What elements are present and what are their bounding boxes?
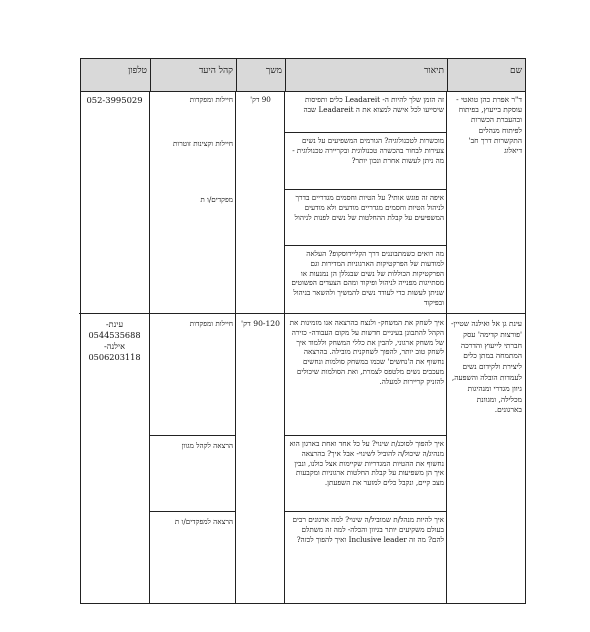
description-2-3: איך להיות מנהל/ת שמוביל/ה שינוי? למה ארגונים רבים בעולם משקיעים יותר בגיוון והכלה- למה זה משתלם להם? מה זה Inclusive leader ואיך להפוך לכזה? <box>292 515 444 544</box>
presenter-name-1: ד"ר אפרת כהן טואטי - עוסקת בייעוץ, בפיתוח ובהעברת הכשרות לפיתוח מנהלים התקשרות דרך חב' דיאלוג <box>456 95 522 156</box>
row-divider <box>79 313 525 314</box>
header-audience: קהל היעד <box>150 59 236 91</box>
duration-1: 90 דק' <box>250 95 271 104</box>
phone-1: 052-3995029 <box>86 95 143 105</box>
audience-1-1: חיילות ומפקדות <box>189 95 233 104</box>
phone-2: עינת- 0544535688 אילנה- 0506203118 <box>88 319 141 362</box>
header-name: שם <box>447 59 525 91</box>
audience-2-1: חיילות ומפקדות <box>189 319 233 328</box>
description-2-2: איך להפוך לסוכנ/ת שינוי? על כל אחד ואחת בארגון הוא מנהיג/ה שיכול/ה להוביל לשינוי- אבל איך? בהרצאה נחשוף את ההטיות המגדריות שקיימות אצל כולנו, ונבין איך הן משפיעות על קבלת החלטות ארגוניות ומקבעות מצב קיים, ונקבל כלים למזער את השפעתן. <box>289 439 444 488</box>
header-duration: משך <box>236 59 285 91</box>
description-1-2: מוכשרות לטכנולוגיה? הגורמים המשפיעים על נשים צעירות לבחור בהכשרה טכנולוגית ובקריירה טכנולוגית - מה ניתן לעשות אחרת ונכון יותר? <box>292 136 444 165</box>
header-phone: טלפון <box>128 66 147 76</box>
duration-2: 90-120 דק' <box>241 319 280 328</box>
audience-2-3: הרצאה למפקדים/ו ת <box>174 517 233 526</box>
description-2-1: איך לשחק את המשחק- ולנצח בהרצאה אנו מזמינות את הקהל להתבונן בעיניים חדשות על מקום העבודה- כזירה של משחק ארגוני, להבין את כללי המשחק וללמוד איך לשחק טוב יותר, להפוך לשחקנית מובילה. בהרצאה נחשוף את ה'נחשים' שכמו במשחק סולמות ונחשים מעכבים נשים מלטפס לצמרת, ואת הסולמות שיכולים להזניק קריירות למעלה. <box>289 318 444 386</box>
description-1-1: זה הזמן שלך להיות ה- Leadareit כלים ותפיסות שיסייעו לכל אישה למצוא את ה Leadareit שבה <box>303 95 444 114</box>
table-header <box>81 59 525 92</box>
events-table <box>80 58 526 604</box>
description-1-3: איפה זה פוגש אותי? על הטיות וחסמים מגדריים בדרך לניהול הטיות וחסמים מגדריים מודעים ולא מודעים המשפיעים על קבלת ההחלטות של נשים לפנות לניהול <box>294 193 444 222</box>
audience-1-2: חיילות וקצינות זוטרות <box>172 139 233 148</box>
audience-2-2: הרצאה לקהל מגוון <box>181 441 233 450</box>
description-1-4: מה רואים כשמתבוננים דרך הקליידוסקופ? העלאה למודעות של הפרקטיקות הארגוניות המדירות וגם הפרקטיקות הכוללות של נשים שבגללן הן נמנעות או מסתייגות מפנייה לניהול ופיקוד ומהם הצעדים הפשוטים שניתן לעשות כדי לעודד נשים להמשיך ולהשאר בניהול ובפיקוד <box>291 249 444 307</box>
audience-1-3: מפקדים/ו ת <box>200 195 233 204</box>
presenter-name-2: עינת גן אל ואילנה שטיין- 'פורצות קדימה' עסק חברתי לייעוץ והדרכה המתמחה במתן כלים ליצירת ולקידום נשים לעמדות הובלה והשפעה, גיוון מגדרי ומנהיגות מכלילה, ומגוונת בארגונים. <box>451 319 522 415</box>
header-description: תיאור <box>285 59 447 91</box>
